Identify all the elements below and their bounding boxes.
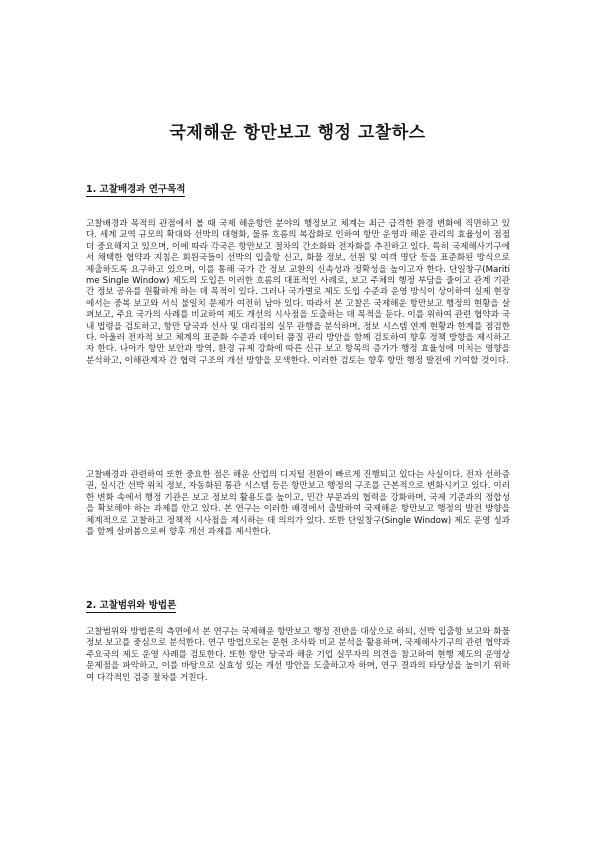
section-2-paragraph-1: 고찰범위와 방법론의 측면에서 본 연구는 국제해운 항만보고 행정 전반을 대상으로 하되, 선박 입출항 보고와 화물 정보 보고를 중심으로 분석한다. 연구 방법으로는 문헌 조사와 비교 분석을 활용하며, 국제해사기구의 관련 협약과 주요국의 제도 운영 사례를 검토한다. 또한 항만 당국과 해운 기업 실무자의 의견을 참고하여 현행 제도의 운영상 문제점을 파악하고, 이를 바탕으로 실효성 있는 개선 방안을 도출하고자 하며, 연구 결과의 타당성을 높이기 위하여 다각적인 검증 절차를 거친다. [86,627,510,683]
section-1-paragraph-2: 고찰배경과 관련하여 또한 중요한 점은 해운 산업의 디지털 전환이 빠르게 진행되고 있다는 사실이다. 전자 선하증권, 실시간 선박 위치 정보, 자동화된 통관 시스템 등은 항만보고 행정의 구조를 근본적으로 변화시키고 있다. 이러한 변화 속에서 행정 기관은 보고 정보의 활용도를 높이고, 민간 부문과의 협력을 강화하며, 국제 기준과의 정합성을 확보해야 하는 과제를 안고 있다. 본 연구는 이러한 배경에서 출발하여 국제해운 항만보고 행정의 발전 방향을 체계적으로 고찰하고 정책적 시사점을 제시하는 데 의의가 있다. 또한 단일창구(Single Window) 제도 운영 성과를 함께 살펴봄으로써 향후 개선 과제를 제시한다. [86,470,510,538]
section-1-paragraph-1: 고찰배경과 목적의 관점에서 볼 때 국제 해운항만 분야의 행정보고 체계는 최근 급격한 환경 변화에 직면하고 있다. 세계 교역 규모의 확대와 선박의 대형화, 물류 흐름의 복잡화로 인하여 항만 운영과 해운 관리의 효율성이 점점 더 중요해지고 있으며, 이에 따라 각국은 항만보고 절차의 간소화와 전자화를 추진하고 있다. 특히 국제해사기구에서 채택한 협약과 지침은 회원국들이 선박의 입출항 신고, 화물 정보, 선원 및 여객 명단 등을 표준화된 방식으로 제출하도록 요구하고 있으며, 이를 통해 국가 간 정보 교환의 신속성과 정확성을 높이고자 한다. 단일창구(Maritime Single Window) 제도의 도입은 이러한 흐름의 대표적인 사례로, 보고 주체의 행정 부담을 줄이고 관계 기관 간 정보 공유를 원활하게 하는 데 목적이 있다. 그러나 국가별로 제도 도입 수준과 운영 방식이 상이하여 실제 현장에서는 중복 보고와 서식 불일치 문제가 여전히 남아 있다. 따라서 본 고찰은 국제해운 항만보고 행정의 현황을 살펴보고, 주요 국가의 사례를 비교하여 제도 개선의 시사점을 도출하는 데 목적을 둔다. 이를 위하여 관련 협약과 국내 법령을 검토하고, 항만 당국과 선사 및 대리점의 실무 관행을 분석하며, 정보 시스템 연계 현황과 한계를 점검한다. 아울러 전자적 보고 체계의 표준화 수준과 데이터 품질 관리 방안을 함께 검토하여 향후 정책 방향을 제시하고자 한다. 나아가 항만 보안과 방역, 환경 규제 강화에 따른 신규 보고 항목의 증가가 행정 효율성에 미치는 영향을 분석하고, 이해관계자 간 협력 구조의 개선 방향을 모색한다. 이러한 검토는 향후 항만 행정 발전에 기여할 것이다. [86,219,510,366]
section-heading-2: 2. 고찰범위와 방법론 [86,597,176,613]
document-title: 국제해운 항만보고 행정 고찰하스 [169,123,426,143]
section-heading-1: 1. 고찰배경과 연구목적 [86,181,185,197]
